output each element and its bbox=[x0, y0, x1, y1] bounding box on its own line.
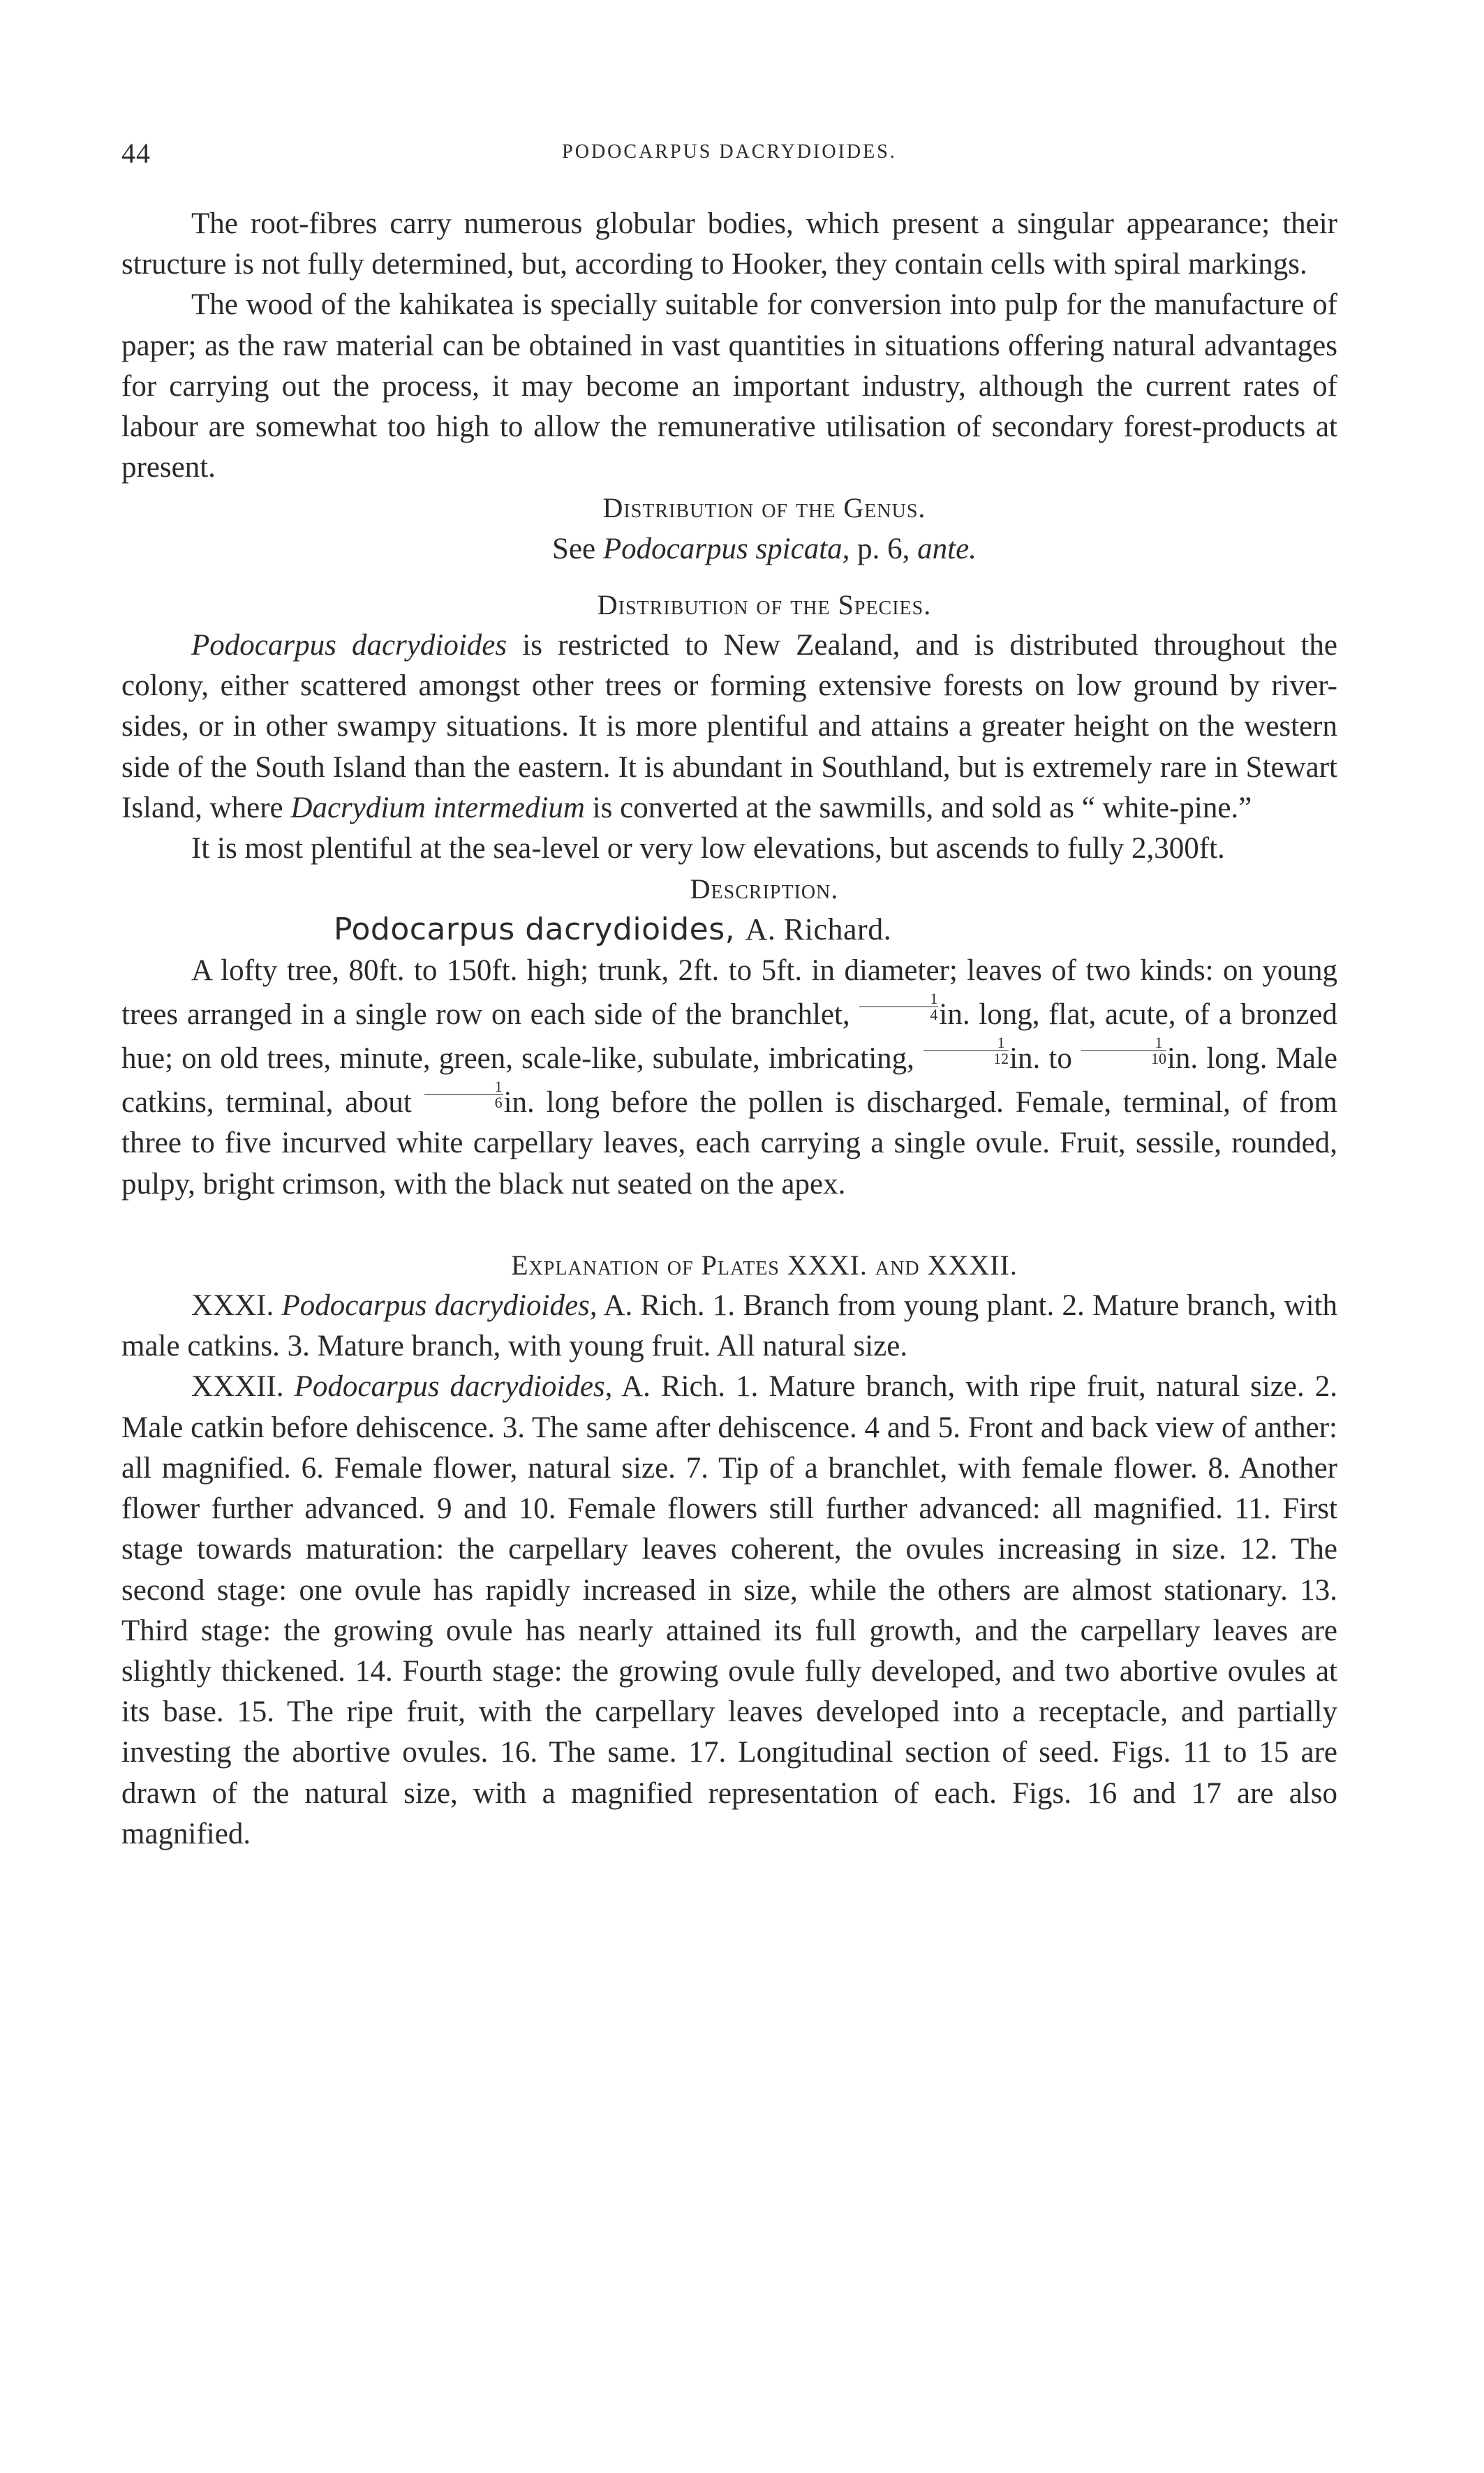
plate-xxxi-text: A. Rich. 1. Branch from young plant. 2. Mature branch, with male catkins. 3. Mature branch, with young fruit. All natural size. bbox=[121, 1289, 1338, 1363]
plate-xxxii-label: XXXII. bbox=[191, 1370, 284, 1404]
species-title bbox=[121, 909, 1337, 950]
description-text-2: in. long, flat, acute, of a bronzed hue; on old trees, minute, green, scale-like, subulate, imbricating, bbox=[121, 997, 1338, 1076]
description-text-5: in. long before the pollen is discharged. Female, terminal, of from three to five incurved white carpellary leaves, each carrying a single ovule. Fruit, sessile, rounded, pulpy, bright crimson, with the black nut seated on the apex. bbox=[121, 1086, 1337, 1201]
paragraph-distribution bbox=[121, 625, 1337, 829]
plate-xxxi-species: Podocarpus dacrydioides, bbox=[281, 1289, 598, 1323]
page-header bbox=[121, 137, 1337, 179]
fraction-numerator: 1 bbox=[1081, 1035, 1166, 1051]
species-authority: A. Richard. bbox=[745, 912, 892, 947]
heading-distribution-genus: Distribution of the Genus. bbox=[602, 492, 926, 524]
fraction-twelfth bbox=[923, 1035, 1009, 1067]
dacrydium-name-italic: Dacrydium intermedium bbox=[290, 791, 585, 824]
fraction-tenth bbox=[1081, 1035, 1166, 1067]
description-text-4: in. long. Male catkins, terminal, about bbox=[121, 1042, 1338, 1120]
page-body bbox=[121, 204, 1337, 1855]
spacer bbox=[121, 1205, 1337, 1245]
plate-xxxii-species: Podocarpus dacrydioides, bbox=[294, 1370, 613, 1404]
fraction-numerator: 1 bbox=[923, 1035, 1009, 1051]
ante-text: ante. bbox=[917, 532, 977, 565]
fraction-denominator: 4 bbox=[930, 1005, 938, 1023]
distribution-text-b: is converted at the sawmills, and sold as “ white-pine.” bbox=[592, 791, 1252, 824]
heading-description: Description. bbox=[690, 873, 839, 905]
paragraph-description bbox=[121, 951, 1337, 1205]
paragraph-plate-xxxii bbox=[121, 1367, 1337, 1854]
page-number: 44 bbox=[121, 138, 151, 169]
species-name-italic: Podocarpus dacrydioides bbox=[191, 629, 507, 662]
fraction-denominator: 6 bbox=[494, 1094, 503, 1112]
plate-xxxi-label: XXXI. bbox=[191, 1289, 274, 1323]
paragraph-plate-xxxi bbox=[121, 1286, 1337, 1367]
paragraph-elevation: It is most plentiful at the sea-level or very low elevations, but ascends to fully 2,300ft. bbox=[191, 832, 1225, 866]
paragraph-root-fibres: The root-fibres carry numerous globular bodies, which present a singular appearance; their structure is not fully determined, but, according to Hooker, they contain cells with spiral markings. bbox=[121, 207, 1337, 281]
genus-reference-line bbox=[121, 529, 1337, 570]
species-reference: Podocarpus spicata, bbox=[602, 532, 850, 565]
page-reference: p. 6, bbox=[857, 532, 910, 565]
fraction-numerator: 1 bbox=[859, 991, 938, 1007]
heading-plates: Explanation of Plates XXXI. and XXXII. bbox=[511, 1249, 1018, 1281]
fraction-numerator: 1 bbox=[424, 1079, 503, 1095]
running-head: PODOCARPUS DACRYDIOIDES. bbox=[562, 141, 897, 163]
description-text-1: A lofty tree, 80ft. to 150ft. high; trunk, 2ft. to 5ft. in diameter; leaves of two kinds: on young trees arranged in a single row on each side of the branchlet, bbox=[121, 953, 1337, 1031]
plate-xxxii-text: A. Rich. 1. Mature branch, with ripe fruit, natural size. 2. Male catkin before dehiscence. 3. The same after dehiscence. 4 and 5. Front and back view of anther: all magnified. 6. Female flower, natural size. 7. Tip of a branchlet, with female flower. 8. Another flower further advanced. 9 and 10. Female flowers still further advanced: all magnified. 11. First stage towards maturation: the carpellary leaves coherent, the ovules increasing in size. 12. The second stage: one ovule has rapidly increased in size, while the others are almost stationary. 13. Third stage: the growing ovule has nearly attained its full growth, and the carpellary leaves are slightly thickened. 14. Fourth stage: the growing ovule fully developed, and two abortive ovules at its base. 15. The ripe fruit, with the carpellary leaves developed into a receptacle, and partially investing the abortive ovules. 16. The same. 17. Longitudinal section of seed. Figs. 11 to 15 are drawn of the natural size, with a magnified representation of each. Figs. 16 and 17 are also magnified. bbox=[121, 1370, 1338, 1850]
species-title-name: Podocarpus dacrydioides, bbox=[334, 912, 736, 948]
fraction-denominator: 12 bbox=[993, 1050, 1009, 1068]
heading-distribution-species: Distribution of the Species. bbox=[597, 588, 932, 621]
paragraph-wood-pulp: The wood of the kahikatea is specially suitable for conversion into pulp for the manufacture of paper; as the raw material can be obtained in vast quantities in situations offering natural advantages for carrying out the process, it may become an important industry, although the current rates of labour are somewhat too high to allow the remunerative utilisation of secondary forest-products at present. bbox=[121, 288, 1337, 484]
description-text-3: in. to bbox=[1009, 1042, 1072, 1076]
see-text: See bbox=[552, 532, 596, 565]
fraction-denominator: 10 bbox=[1150, 1050, 1166, 1068]
fraction-quarter bbox=[859, 991, 938, 1023]
fraction-sixth bbox=[424, 1079, 503, 1111]
spacer bbox=[121, 570, 1337, 585]
distribution-text-a: is restricted to New Zealand, and is distributed throughout the colony, either scattered amongst other trees or forming extensive forests on low ground by river-sides, or in other swampy situations. It is more plentiful and attains a greater height on the western side of the South Island than the eastern. It is abundant in Southland, but is extremely rare in Stewart Island, where bbox=[121, 629, 1338, 824]
